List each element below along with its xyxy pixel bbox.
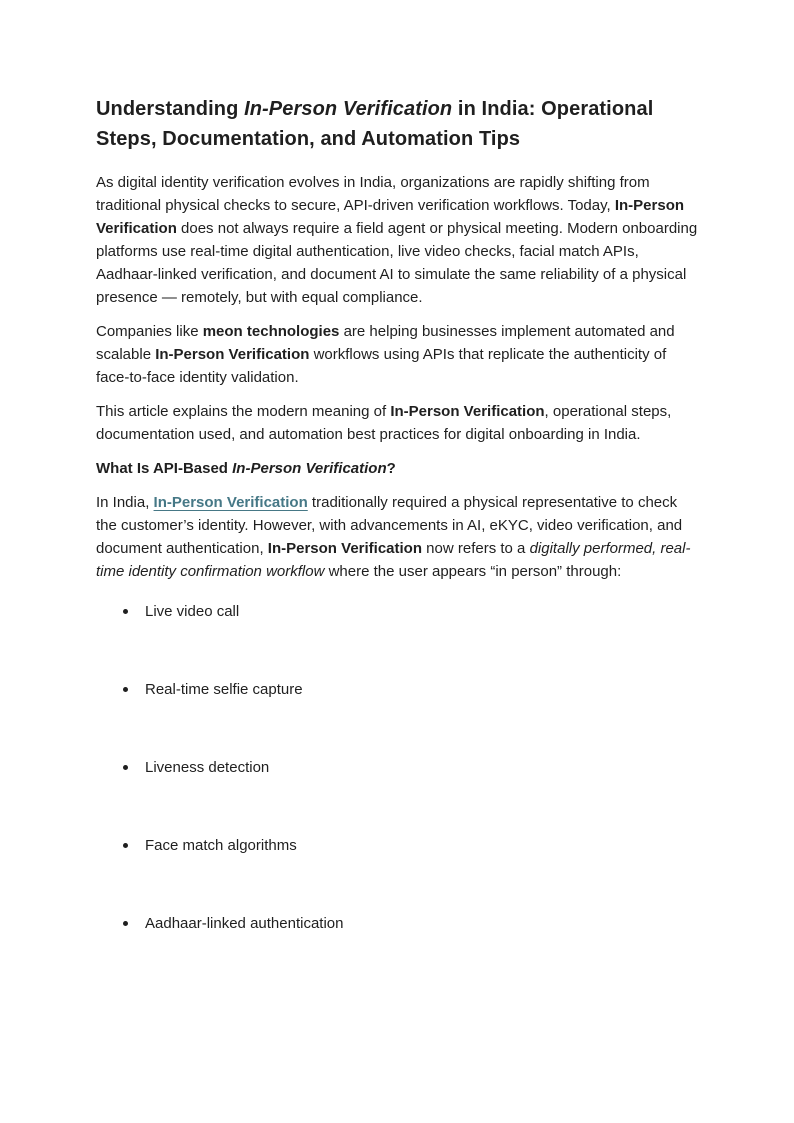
definition-paragraph bbox=[96, 491, 698, 583]
text-run: In India, bbox=[96, 494, 154, 511]
text-run: meon technologies bbox=[202, 323, 340, 340]
text-run: does not always require a field agent or physical meeting. Modern onboarding platforms use real-time digital authentication, live video checks, facial match APIs, Aadhaar-linked verification, and document AI to simulate the same reliability of a physical presence — remotely, but with equal compliance. bbox=[96, 220, 698, 306]
text-run: In-Person Verification bbox=[244, 98, 453, 120]
text-run: where the user appears “in person” through: bbox=[324, 563, 622, 580]
list-item bbox=[145, 756, 698, 779]
list-item-text: Real-time selfie capture bbox=[145, 681, 303, 698]
text-run: now refers to a bbox=[422, 540, 530, 557]
bullet-marker bbox=[123, 687, 128, 692]
text-run: Understanding bbox=[96, 98, 245, 120]
text-run: In-Person Verification bbox=[267, 540, 423, 557]
intro-paragraph bbox=[96, 171, 698, 309]
text-run: Companies like bbox=[96, 323, 203, 340]
text-run: digitally performed, real-time identity confirmation workflow bbox=[96, 540, 691, 580]
text-run: workflows using APIs that replicate the authenticity of face-to-face identity validation. bbox=[96, 346, 667, 386]
bullet-marker bbox=[123, 921, 128, 926]
list-item-text: Face match algorithms bbox=[145, 837, 297, 854]
list-item-text: Aadhaar-linked authentication bbox=[145, 915, 344, 932]
list-item bbox=[145, 912, 698, 935]
document-title bbox=[96, 94, 698, 154]
bullet-marker bbox=[123, 843, 128, 848]
text-run: This article explains the modern meaning of bbox=[96, 403, 391, 420]
list-item-text: Liveness detection bbox=[145, 759, 270, 776]
bullet-marker bbox=[123, 609, 128, 614]
text-run: , operational steps, documentation used, and automation best practices for digital onboarding in India. bbox=[96, 403, 672, 443]
companies-paragraph bbox=[96, 320, 698, 389]
text-run: ? bbox=[386, 460, 396, 477]
list-item bbox=[145, 834, 698, 857]
bullet-marker bbox=[123, 765, 128, 770]
in-person-verification-link[interactable]: In-Person Verification bbox=[153, 494, 308, 511]
text-run: In-Person Verification bbox=[155, 346, 310, 363]
list-item-text: Live video call bbox=[145, 603, 240, 620]
text-run: In-Person Verification bbox=[390, 403, 545, 420]
text-run: What Is API-Based bbox=[96, 460, 233, 477]
text-run: are helping businesses implement automated and scalable bbox=[96, 323, 675, 363]
text-run: traditionally required a physical representative to check the customer’s identity. However, with advancements in AI, eKYC, video verification, and document authentication, bbox=[96, 494, 683, 557]
list-item bbox=[145, 678, 698, 701]
verification-methods-list bbox=[96, 600, 698, 935]
text-run: in India: Operational Steps, Documentation, and Automation Tips bbox=[96, 98, 654, 150]
list-item bbox=[145, 600, 698, 623]
section-heading bbox=[96, 457, 698, 480]
text-run: In-Person Verification bbox=[96, 197, 685, 237]
article-overview-paragraph bbox=[96, 400, 698, 446]
text-run: In-Person Verification bbox=[232, 460, 387, 477]
text-run: As digital identity verification evolves in India, organizations are rapidly shifting from traditional physical checks to secure, API-driven verification workflows. Today, bbox=[96, 174, 650, 214]
